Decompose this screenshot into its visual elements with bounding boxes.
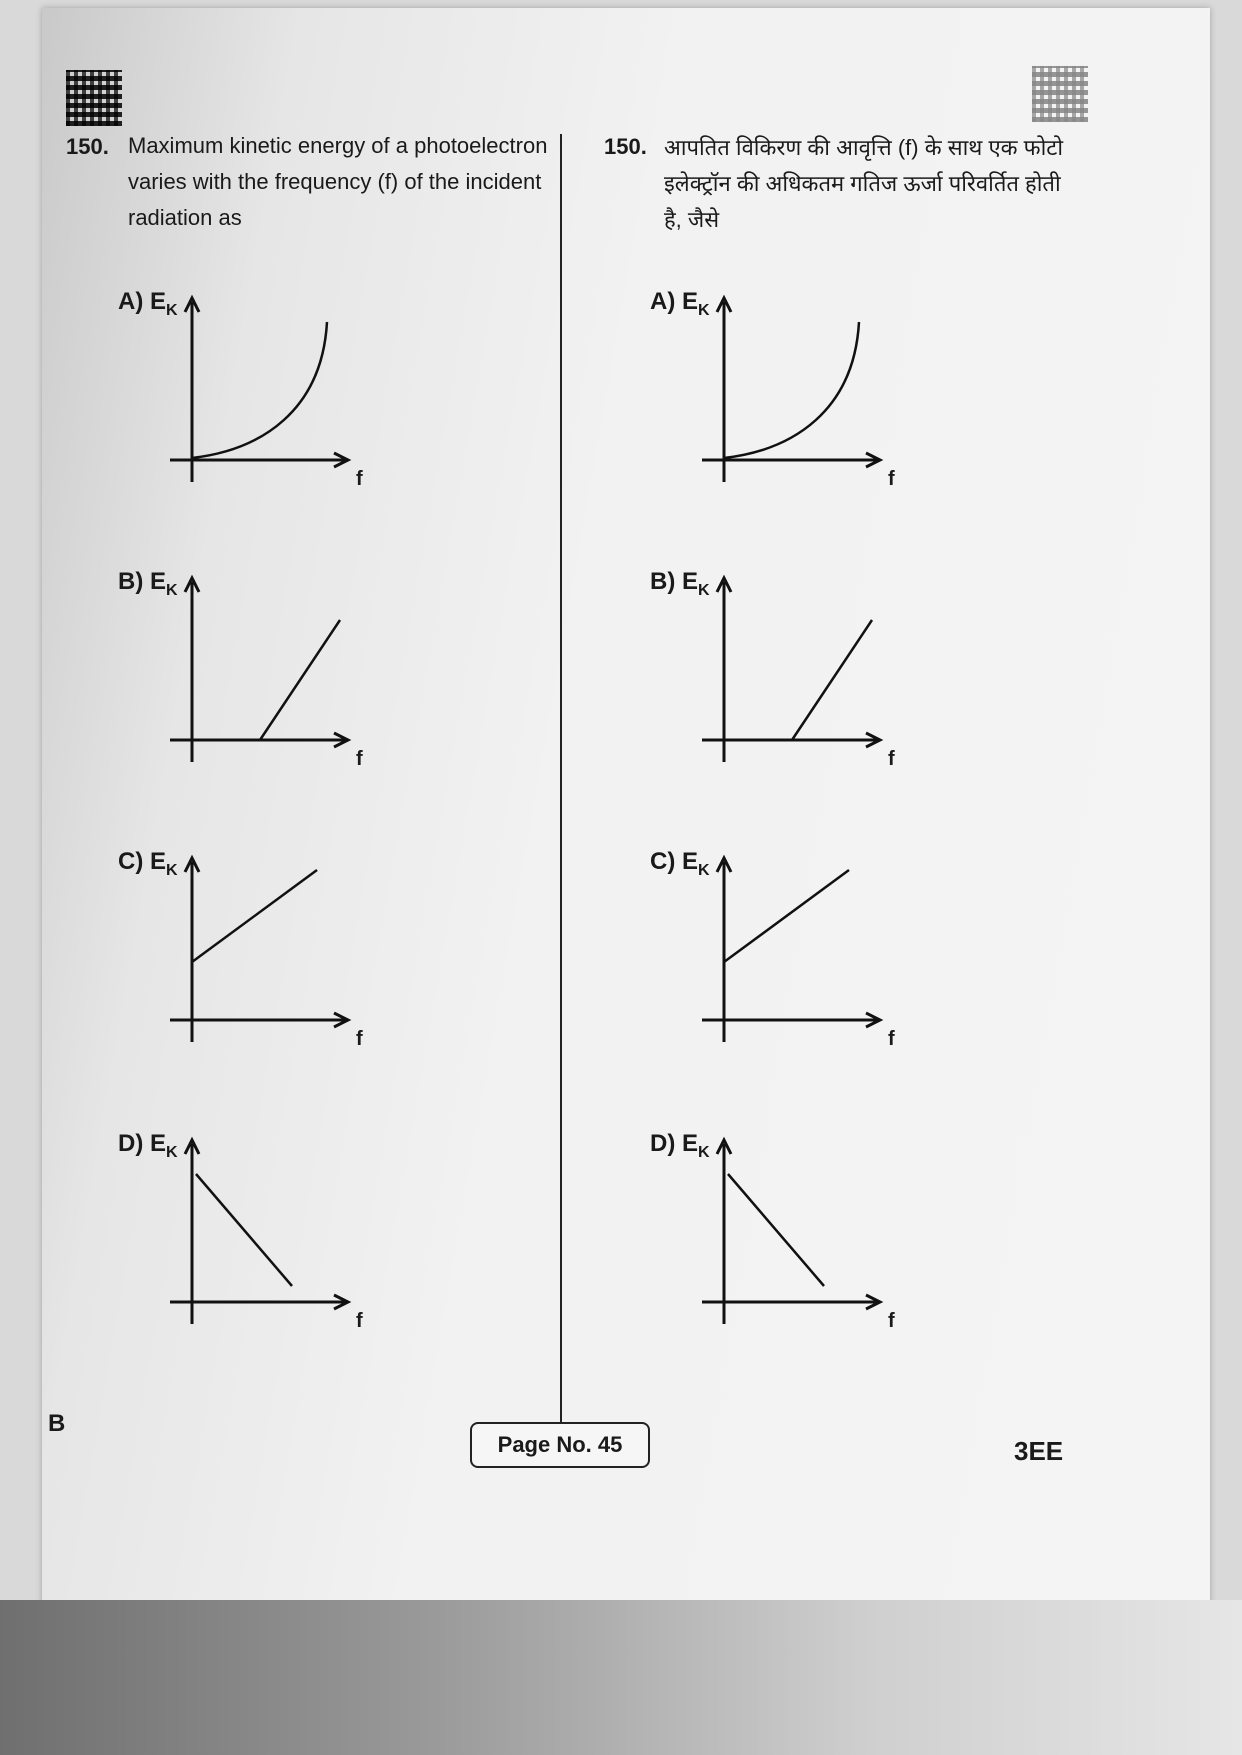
scan-shadow (0, 1600, 1242, 1755)
option-label-hi-1: B) $E_K$ (650, 568, 710, 599)
option-curve (728, 1174, 824, 1286)
x-axis-label: f (356, 468, 363, 490)
option-curve (196, 1174, 292, 1286)
option-label-en-3: D) $E_K$ (118, 1130, 178, 1161)
column-divider (560, 134, 562, 1434)
page-number: Page No. 45 (470, 1422, 650, 1468)
question-text-en: Maximum kinetic energy of a photoelectron varies with the frequency (f) of the incident radiation as (128, 133, 548, 230)
option-label-hi-0: A) $E_K$ (650, 288, 710, 319)
question-text-hi: आपतित विकिरण की आवृत्ति (f) के साथ एक फोटो इलेक्ट्रॉन की अधिकतम गतिज ऊर्जा परिवर्तित होती है, जैसे (664, 135, 1064, 232)
question-number-en: 150. (66, 134, 109, 159)
x-axis-label: f (888, 468, 895, 490)
x-axis-label: f (888, 1028, 895, 1050)
option-curve (724, 322, 859, 458)
series-code: B (48, 1410, 66, 1437)
option-label-en-2: C) $E_K$ (118, 848, 178, 879)
qr-code-right (1032, 66, 1088, 122)
option-curve (192, 870, 317, 962)
paper-code: 3EE (1014, 1436, 1064, 1466)
x-axis-label: f (356, 1310, 363, 1332)
option-curve (260, 620, 340, 740)
option-label-hi-2: C) $E_K$ (650, 848, 710, 879)
x-axis-label: f (888, 748, 895, 770)
option-label-hi-3: D) $E_K$ (650, 1130, 710, 1161)
x-axis-label: f (356, 748, 363, 770)
x-axis-label: f (356, 1028, 363, 1050)
x-axis-label: f (888, 1310, 895, 1332)
option-curve (192, 322, 327, 458)
question-number-hi: 150. (604, 134, 647, 159)
answer-sheet-page (42, 8, 1210, 1608)
qr-code-left (66, 70, 122, 126)
option-curve (792, 620, 872, 740)
option-label-en-0: A) $E_K$ (118, 288, 178, 319)
option-label-en-1: B) $E_K$ (118, 568, 178, 599)
option-curve (724, 870, 849, 962)
